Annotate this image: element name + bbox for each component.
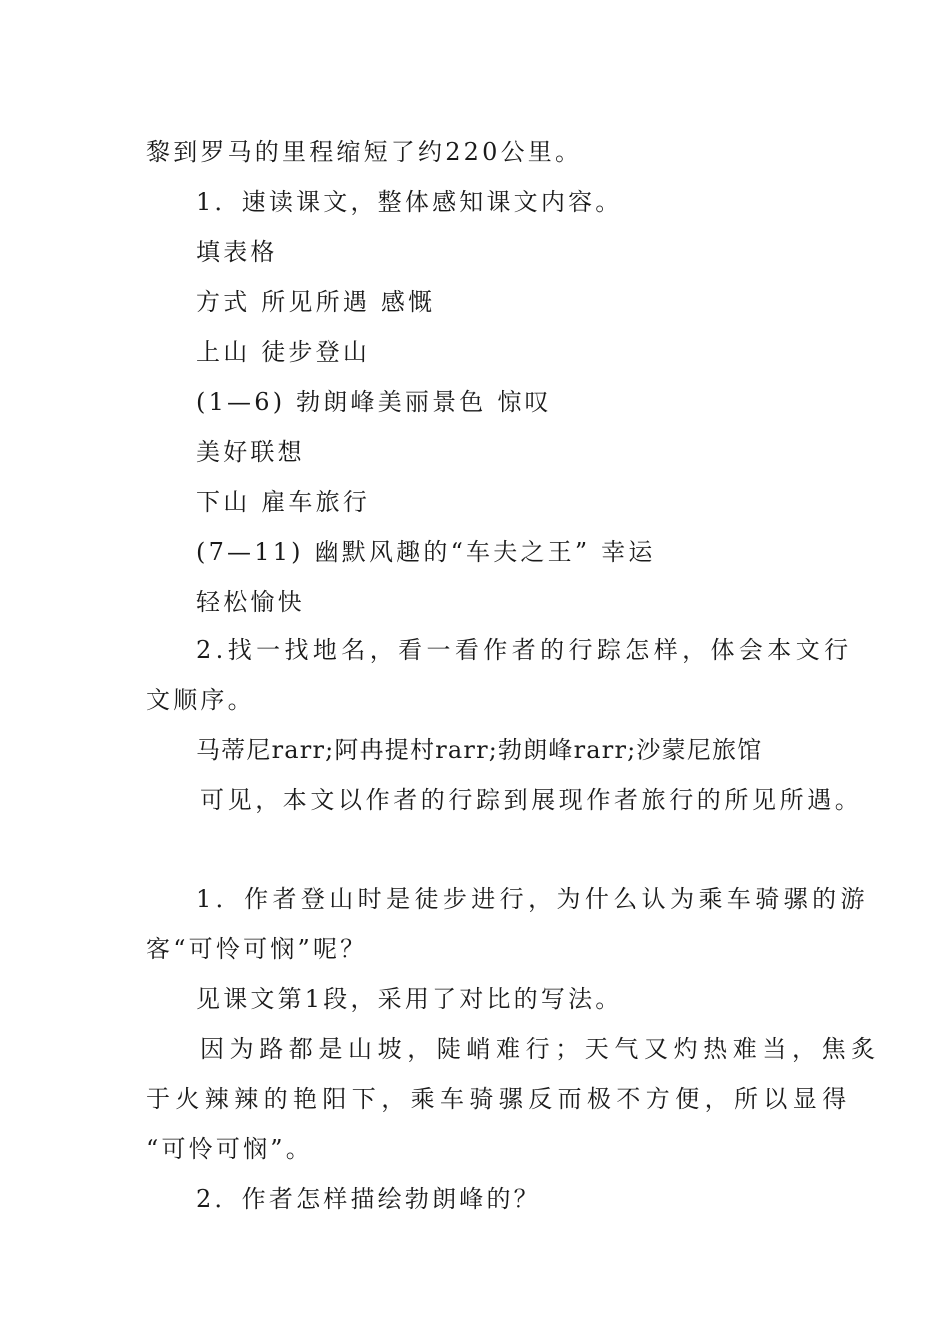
table-header-line: 方式 所见所遇 感慨 — [196, 288, 436, 316]
text-line: 填表格 — [196, 238, 278, 266]
text-line: 2．作者怎样描绘勃朗峰的？ — [196, 1185, 541, 1213]
text-line: 1．作者登山时是徒步进行，为什么认为乘车骑骡的游 — [196, 885, 869, 913]
table-row-line: 美好联想 — [196, 438, 305, 466]
table-row-line: 下山 雇车旅行 — [196, 488, 371, 516]
text-line: 见课文第1段，采用了对比的写法。 — [196, 985, 623, 1013]
table-row-line: (7—11) 幽默风趣的“车夫之王” 幸运 — [196, 538, 656, 566]
text-line: 黎到罗马的里程缩短了约220公里。 — [146, 138, 583, 166]
text-line: 2.找一找地名，看一看作者的行踪怎样，体会本文行 — [196, 636, 853, 664]
text-line: 因为路都是山坡，陡峭难行；天气又灼热难当，焦炙 — [200, 1035, 881, 1063]
text-line: 1．速读课文，整体感知课文内容。 — [196, 188, 623, 216]
text-line: 马蒂尼rarr;阿冉提村rarr;勃朗峰rarr;沙蒙尼旅馆 — [196, 736, 763, 764]
table-row-line: 轻松愉快 — [196, 588, 305, 616]
text-line: 于火辣辣的艳阳下，乘车骑骡反而极不方便，所以显得 — [146, 1085, 852, 1113]
text-line: 文顺序。 — [146, 686, 255, 714]
table-row-line: 上山 徒步登山 — [196, 338, 371, 366]
text-line: “可怜可悯”。 — [146, 1135, 313, 1163]
text-line: 可见，本文以作者的行踪到展现作者旅行的所见所遇。 — [200, 786, 863, 814]
table-row-line: (1—6) 勃朗峰美丽景色 惊叹 — [196, 388, 552, 416]
text-line: 客“可怜可悯”呢？ — [146, 935, 368, 963]
